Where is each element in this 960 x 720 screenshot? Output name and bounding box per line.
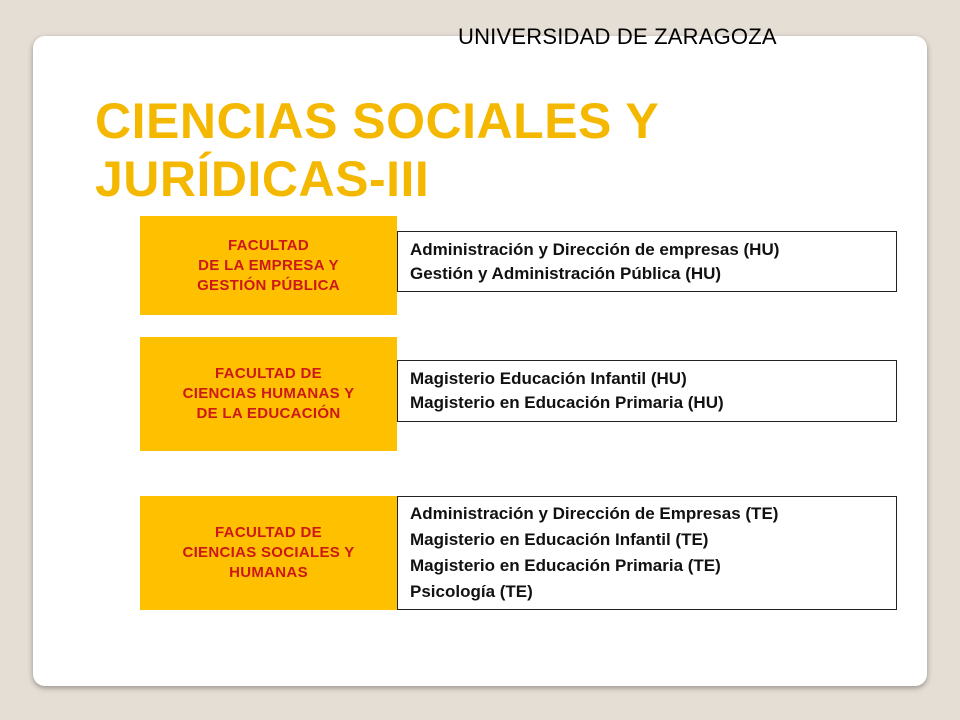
faculty-box-sociales-humanas [140, 496, 397, 610]
faculty-name-line: CIENCIAS HUMANAS Y [182, 385, 355, 402]
faculty-name-line: CIENCIAS SOCIALES Y [182, 544, 355, 561]
degree-item: Administración y Dirección de empresas (HU) [410, 239, 780, 259]
faculty-name-line: FACULTAD [228, 236, 309, 254]
page-title [95, 92, 815, 208]
faculty-name-line: DE LA EDUCACIÓN [196, 405, 341, 422]
degree-item: Psicología (TE) [410, 582, 533, 601]
university-name: UNIVERSIDAD DE ZARAGOZA [458, 24, 777, 49]
degree-item: Administración y Dirección de Empresas (TE) [410, 504, 779, 523]
faculty-name-line: FACULTAD DE [215, 365, 322, 382]
title-line-1: CIENCIAS SOCIALES Y [95, 93, 660, 149]
faculty-name-line: DE LA EMPRESA Y [198, 256, 339, 274]
faculty-name-line: GESTIÓN PÚBLICA [197, 276, 340, 294]
degree-list-humanas-educacion [397, 360, 897, 422]
degree-list-sociales-humanas [397, 496, 897, 610]
title-line-2: JURÍDICAS-III [95, 151, 430, 207]
faculty-name-line: FACULTAD DE [215, 524, 322, 541]
faculty-name-line: HUMANAS [229, 564, 308, 581]
degree-item: Magisterio en Educación Primaria (TE) [410, 556, 721, 575]
degree-item: Magisterio Educación Infantil (HU) [410, 369, 687, 388]
degree-list-empresa [397, 231, 897, 292]
faculty-box-empresa [140, 216, 397, 315]
degree-item: Gestión y Administración Pública (HU) [410, 263, 722, 283]
degree-item: Magisterio en Educación Infantil (TE) [410, 530, 709, 549]
faculty-box-humanas-educacion [140, 337, 397, 451]
degree-item: Magisterio en Educación Primaria (HU) [410, 393, 724, 412]
